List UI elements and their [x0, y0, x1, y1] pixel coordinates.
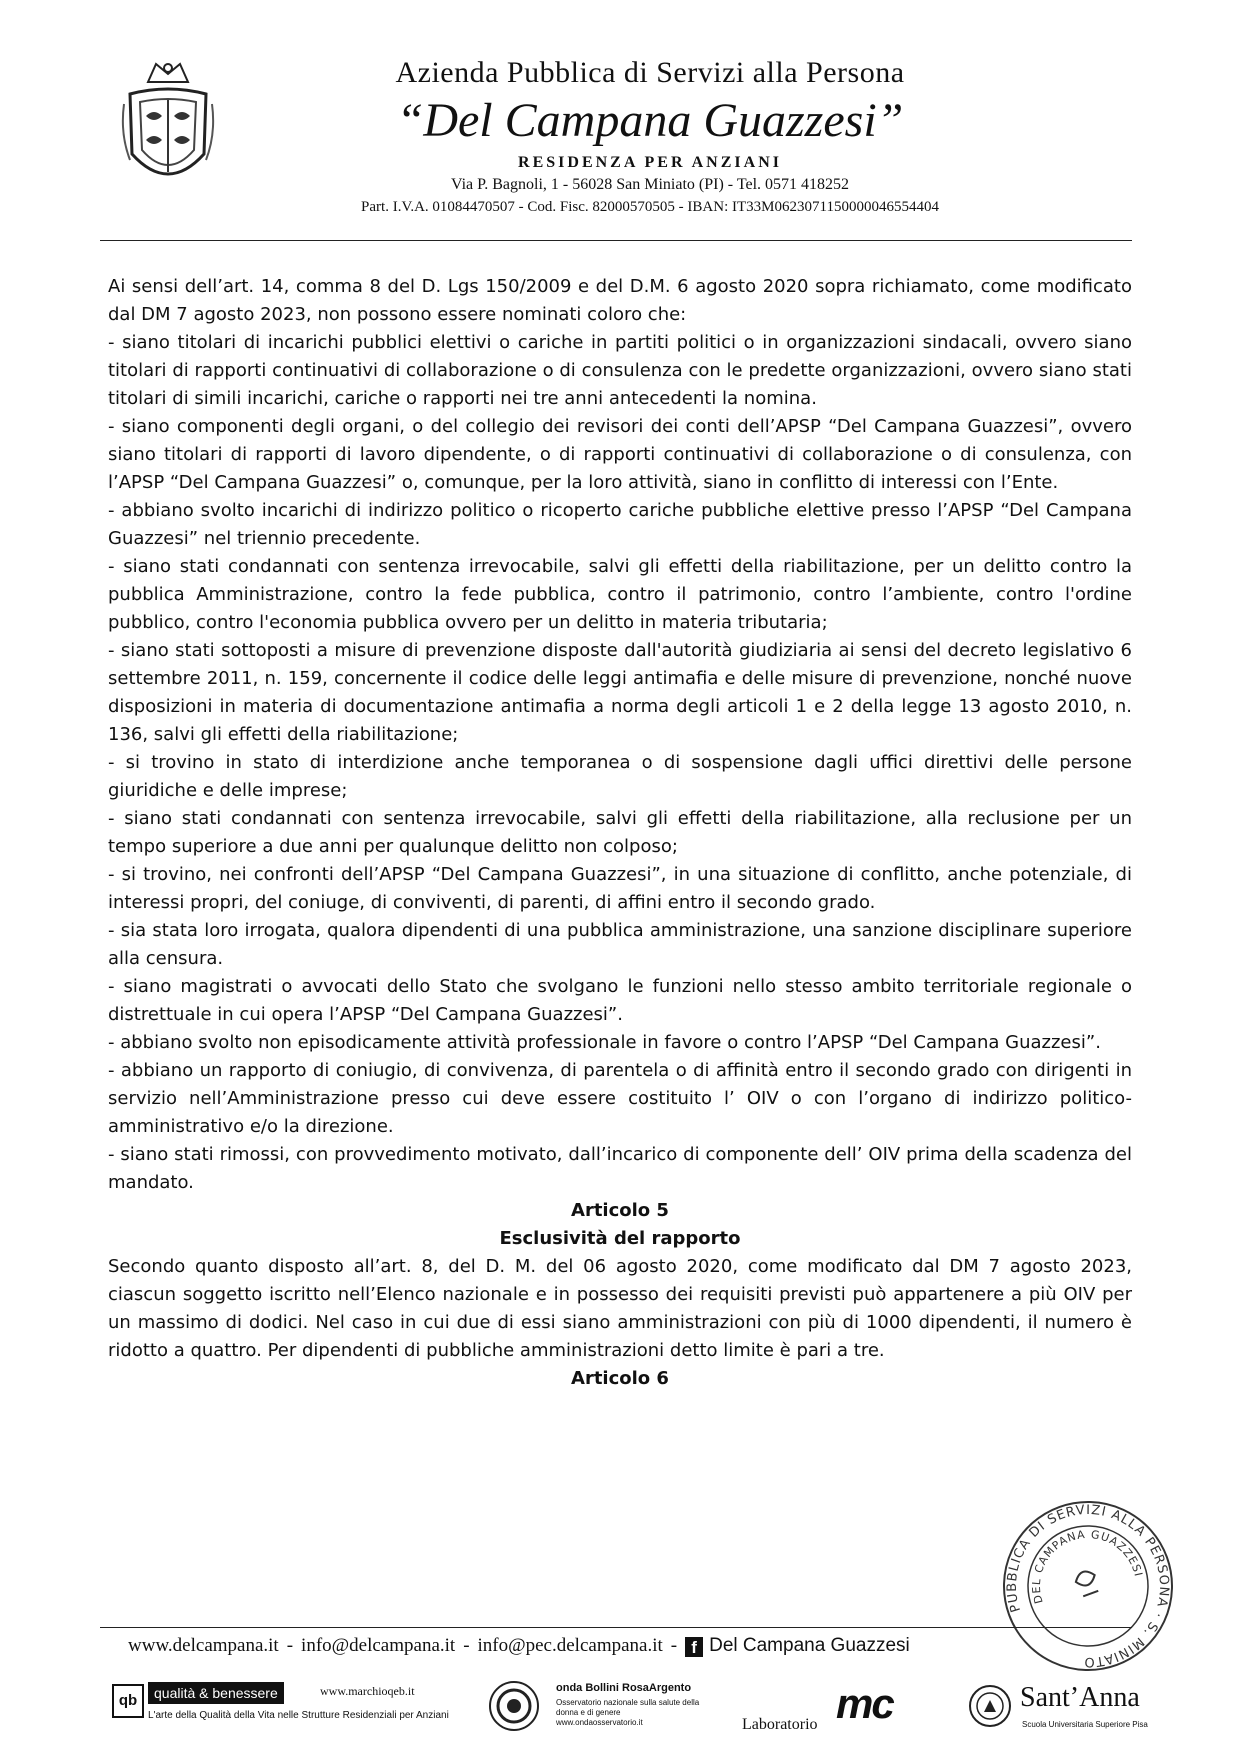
document-body — [108, 273, 1132, 1393]
paragraph-item: - sia stata loro irrogata, qualora dipendenti di una pubblica amministrazione, una sanzione disciplinare superiore alla censura. — [108, 920, 1132, 969]
svg-text:DEL CAMPANA GUAZZESI: DEL CAMPANA GUAZZESI — [1029, 1527, 1146, 1606]
paragraph-item: - siano magistrati o avvocati dello Stato che svolgano le funzioni nello stesso ambito territoriale regionale o distrettuale in cui opera l’APSP “Del Campana Guazzesi”. — [108, 976, 1132, 1025]
paragraph-intro: Ai sensi dell’art. 14, comma 8 del D. Lgs 150/2009 e del D.M. 6 agosto 2020 sopra richiamato, come modificato dal DM 7 agosto 2023, non possono essere nominati coloro che: — [108, 276, 1132, 325]
onda-logo — [488, 1680, 718, 1736]
footer-logos — [108, 1680, 1148, 1740]
org-fiscal-info: Part. I.V.A. 01084470507 - Cod. Fisc. 82000570505 - IBAN: IT33M0623071150000046554404 — [361, 199, 939, 215]
facebook-icon: f — [685, 1637, 703, 1657]
paragraph-item: - siano componenti degli organi, o del collegio dei revisori dei conti dell’APSP “Del Campana Guazzesi”, ovvero siano titolari di rapporti di lavoro dipendente, o di rapporti continuativi di collaborazione o di consulenza, con l’APSP “Del Campana Guazzesi” o, comunque, per la loro attività, siano in conflitto di interessi con l’Ente. — [108, 416, 1132, 493]
paragraph-item: - si trovino in stato di interdizione anche temporanea o di sospensione dagli uffici direttivi delle persone giuridiche e delle imprese; — [108, 752, 1132, 801]
footer-divider — [100, 1627, 1132, 1628]
org-name: Azienda Pubblica di Servizi alla Persona — [395, 56, 905, 89]
header-divider — [100, 240, 1132, 241]
org-subtitle: RESIDENZA PER ANZIANI — [518, 154, 782, 171]
laboratorio-label: Laboratorio — [742, 1716, 818, 1733]
paragraph-item: - si trovino, nei confronti dell’APSP “Del Campana Guazzesi”, in una situazione di conflitto, anche potenziale, di interessi propri, del coniuge, di conviventi, di parenti, di affini entro il secondo grado. — [108, 864, 1132, 913]
org-address: Via P. Bagnoli, 1 - 56028 San Miniato (PI) - Tel. 0571 418252 — [450, 176, 850, 193]
facebook-link[interactable]: Del Campana Guazzesi — [709, 1635, 910, 1656]
email-link[interactable]: info@delcampana.it — [301, 1635, 456, 1656]
paragraph-item: - abbiano svolto non episodicamente attività professionale in favore o contro l’APSP “Del Campana Guazzesi”. — [108, 1032, 1101, 1053]
article-5-text: Secondo quanto disposto all’art. 8, del D. M. del 06 agosto 2020, come modificato dal DM 7 agosto 2023, ciascun soggetto iscritto nell’Elenco nazionale e in possesso dei requisiti previsti può appartenere a più OIV per un massimo di dodici. Nel caso in cui due di essi siano amministrazioni con più di 1000 dipendenti, il numero è ridotto a quattro. Per dipendenti di pubbliche amministrazioni detto limite è pari a tre. — [108, 1256, 1132, 1361]
paragraph-item: - siano stati sottoposti a misure di prevenzione disposte dall'autorità giudiziaria ai sensi del decreto legislativo 6 settembre 2011, n. 159, concernente il codice delle leggi antimafia e delle misure di prevenzione, nonché nuove disposizioni in materia di documentazione antimafia a norma degli articoli 1 e 2 della legge 13 agosto 2010, n. 136, salvi gli effetti della riabilitazione; — [108, 640, 1132, 745]
santanna-name: Sant’Anna — [1020, 1682, 1140, 1713]
santanna-subtitle: Scuola Universitaria Superiore Pisa — [1022, 1720, 1148, 1729]
coat-of-arms-logo — [118, 54, 218, 199]
paragraph-item: - abbiano un rapporto di coniugio, di convivenza, di parentela o di affinità entro il secondo grado con dirigenti in servizio nell’Amministrazione presso cui deve essere costituito l’ OIV o con l’organo di indirizzo politico-amministrativo e/o la direzione. — [108, 1060, 1132, 1137]
qb-banner: qualità & benessere — [148, 1682, 284, 1704]
onda-name: onda Bollini RosaArgento — [556, 1682, 692, 1694]
paragraph-item: - siano stati rimossi, con provvedimento motivato, dall’incarico di componente dell’ OIV prima della scadenza del mandato. — [108, 1144, 1132, 1193]
pec-email-link[interactable]: info@pec.delcampana.it — [477, 1635, 663, 1656]
mc-logo: mc — [836, 1680, 893, 1727]
article-5-title: Articolo 5 — [571, 1200, 669, 1221]
paragraph-item: - abbiano svolto incarichi di indirizzo politico o ricoperto cariche pubbliche elettive presso l’APSP “Del Campana Guazzesi” nel triennio precedente. — [108, 500, 1132, 549]
article-5-subtitle: Esclusività del rapporto — [499, 1228, 741, 1249]
paragraph-item: - siano stati condannati con sentenza irrevocabile, salvi gli effetti della riabilitazione, per un delitto contro la pubblica Amministrazione, contro la fede pubblica, contro il patrimonio, contro l’ambiente, contro l'ordine pubblico, contro l'economia pubblica ovvero per un delitto in materia tributaria; — [108, 556, 1132, 633]
website-link[interactable]: www.delcampana.it — [128, 1635, 279, 1656]
quality-wellness-logo — [108, 1680, 508, 1732]
qb-url: www.marchioqeb.it — [320, 1684, 415, 1698]
article-6-title: Articolo 6 — [571, 1368, 669, 1389]
qb-mark-icon: qb — [112, 1684, 144, 1718]
svg-text:PUBBLICA DI SERVIZI ALLA PERSO: PUBBLICA DI SERVIZI ALLA PERSONA · S. MINIATO — [1004, 1502, 1172, 1670]
santanna-seal-icon — [968, 1684, 1012, 1728]
org-title: “Del Campana Guazzesi” — [396, 94, 904, 147]
onda-seal-icon — [488, 1680, 540, 1732]
qb-tagline: L'arte della Qualità della Vita nelle Strutture Residenziali per Anziani — [148, 1710, 449, 1721]
paragraph-item: - siano titolari di incarichi pubblici elettivi o cariche in partiti politici o in organizzazioni sindacali, ovvero siano titolari di rapporti continuativi di collaborazione o di consulenza con le predette organizzazioni, ovvero siano stati titolari di simili incarichi, cariche o rapporti nei tre anni antecedenti la nomina. — [108, 332, 1132, 409]
letterhead — [250, 54, 1050, 218]
santanna-logo — [968, 1680, 1148, 1736]
paragraph-item: - siano stati condannati con sentenza irrevocabile, salvi gli effetti della riabilitazione, alla reclusione per un tempo superiore a due anni per qualunque delitto non colposo; — [108, 808, 1132, 857]
footer-contacts: www.delcampana.it - info@delcampana.it - info@pec.delcampana.it - f Del Campana Guazzesi — [128, 1635, 910, 1657]
onda-description: Osservatorio nazionale sulla salute della donna e di genere www.ondaosservatorio.it — [556, 1698, 700, 1727]
